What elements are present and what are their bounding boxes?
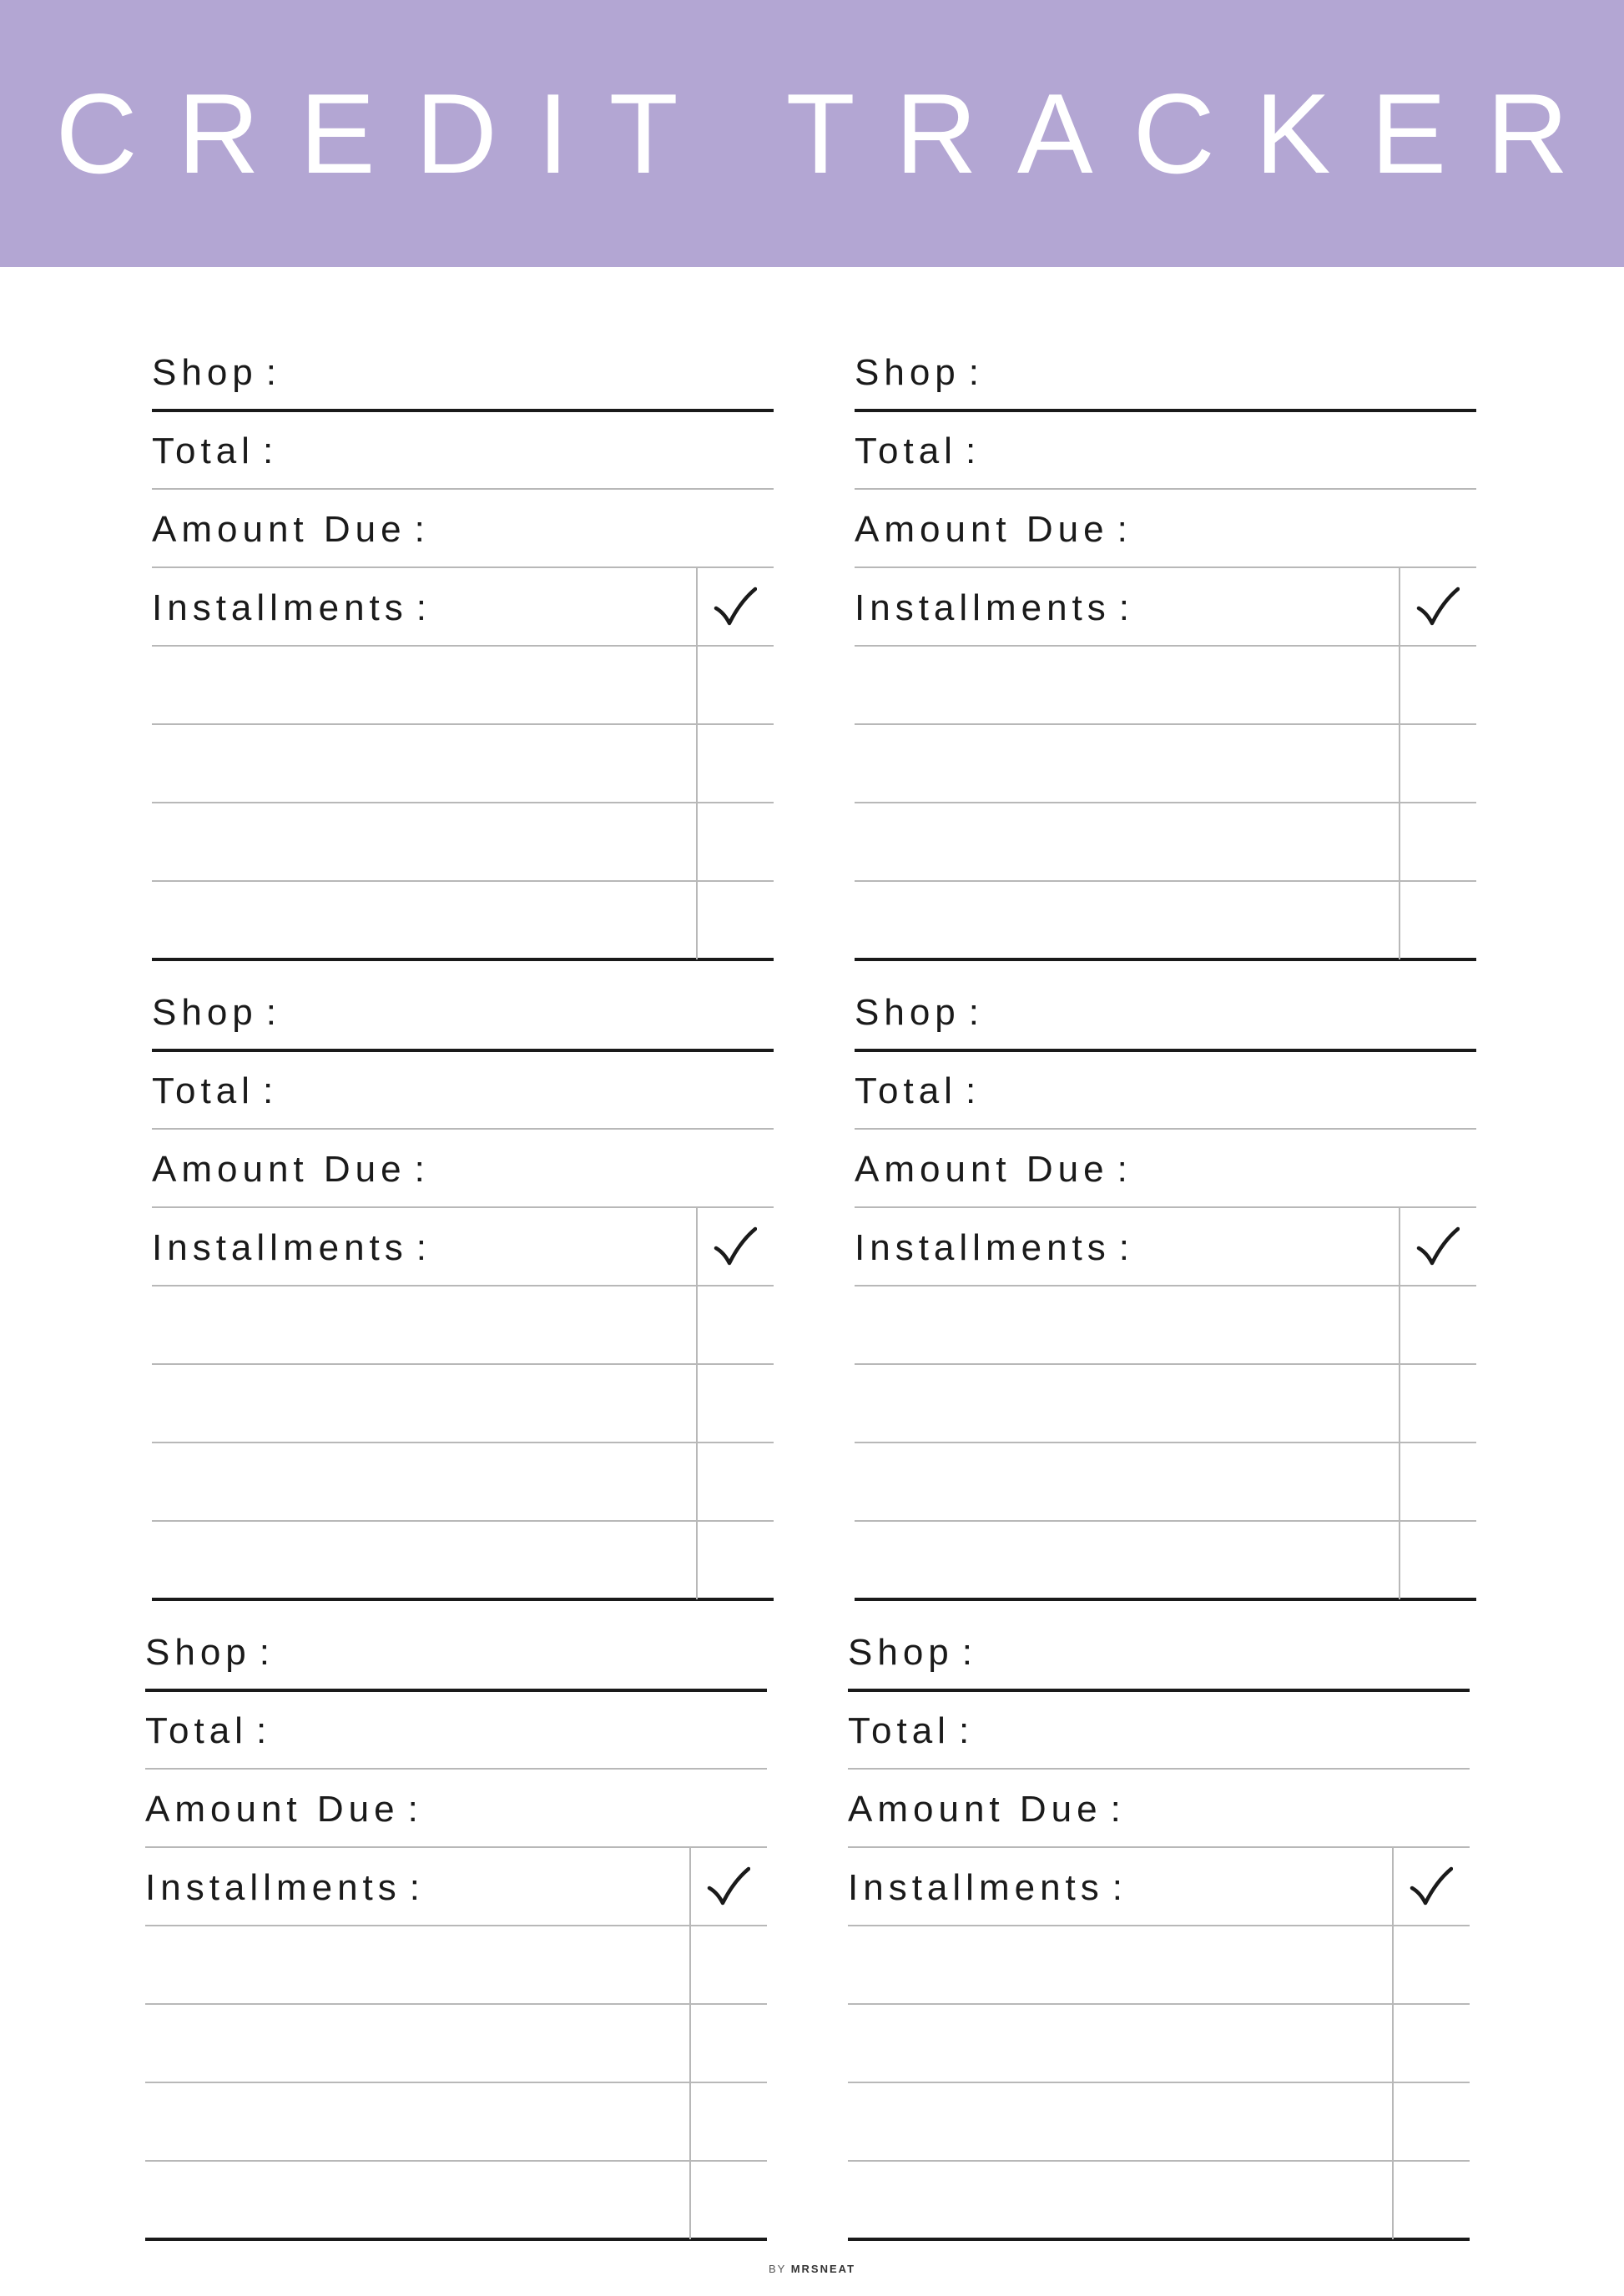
paid-column-header <box>696 567 774 646</box>
installment-entry[interactable] <box>145 2004 689 2082</box>
shop-field[interactable] <box>294 984 774 1039</box>
installment-entry[interactable] <box>145 1926 689 2004</box>
shop-label: Shop : <box>152 992 276 1033</box>
installment-entry[interactable] <box>855 1364 1399 1443</box>
shop-label: Shop : <box>152 352 276 393</box>
column-divider <box>1392 1847 1394 2239</box>
rule-row <box>855 723 1476 725</box>
column-divider <box>1399 567 1400 959</box>
column-divider <box>1399 1207 1400 1599</box>
amount-due-field[interactable] <box>421 1780 767 1835</box>
rule-row <box>848 1768 1470 1770</box>
credit-tracker-card <box>855 972 1476 1600</box>
total-field[interactable] <box>990 1702 1470 1757</box>
shop-label: Shop : <box>855 352 979 393</box>
installments-row <box>855 567 1476 646</box>
amount-due-row <box>152 1129 774 1207</box>
rule-row <box>152 1206 774 1208</box>
rule-row <box>152 1520 774 1522</box>
rule-row <box>152 1128 774 1130</box>
installment-paid-box[interactable] <box>691 2161 767 2239</box>
checkmark-icon <box>1416 1226 1460 1266</box>
total-row <box>848 1690 1470 1769</box>
installment-entry[interactable] <box>152 724 696 803</box>
checkmark-icon <box>1410 1866 1453 1906</box>
rule-bottom <box>152 958 774 961</box>
installment-paid-box[interactable] <box>1400 803 1476 881</box>
total-field[interactable] <box>294 422 774 477</box>
installment-paid-box[interactable] <box>691 2082 767 2161</box>
column-divider <box>689 1847 691 2239</box>
checkmark-icon <box>714 587 757 627</box>
rule-bottom <box>152 1598 774 1601</box>
total-label: Total : <box>855 430 976 471</box>
credit-tracker-card <box>152 332 774 960</box>
installment-paid-box[interactable] <box>698 1521 774 1599</box>
total-row <box>145 1690 767 1769</box>
installment-entry[interactable] <box>152 881 696 959</box>
installment-paid-box[interactable] <box>698 724 774 803</box>
installment-entry[interactable] <box>152 803 696 881</box>
shop-row <box>152 332 774 410</box>
installment-entry[interactable] <box>855 881 1399 959</box>
credit-tracker-card <box>152 972 774 1600</box>
rule-row <box>855 880 1476 882</box>
rule-shop <box>152 1049 774 1052</box>
rule-shop <box>855 409 1476 412</box>
installment-entry[interactable] <box>848 2161 1392 2239</box>
paid-column-header <box>696 1207 774 1286</box>
installments-row <box>152 567 774 646</box>
rule-shop <box>145 1689 767 1692</box>
installment-entry[interactable] <box>848 2082 1392 2161</box>
rule-row <box>152 723 774 725</box>
total-label: Total : <box>848 1710 970 1751</box>
shop-row <box>855 972 1476 1050</box>
installment-entry[interactable] <box>152 1443 696 1521</box>
shop-field[interactable] <box>294 344 774 399</box>
installments-row <box>848 1847 1470 1926</box>
rule-row <box>145 1768 767 1770</box>
installment-paid-box[interactable] <box>1394 1926 1470 2004</box>
rule-shop <box>848 1689 1470 1692</box>
installment-entry[interactable] <box>855 646 1399 724</box>
rule-row <box>152 880 774 882</box>
amount-due-label: Amount Due : <box>855 509 1127 550</box>
installments-label: Installments : <box>855 1227 1129 1268</box>
shop-row <box>855 332 1476 410</box>
rule-row <box>152 1363 774 1365</box>
amount-due-field[interactable] <box>1123 1780 1470 1835</box>
installment-paid-box[interactable] <box>698 1364 774 1443</box>
rule-row <box>152 802 774 803</box>
installment-paid-box[interactable] <box>691 1926 767 2004</box>
installment-paid-box[interactable] <box>698 881 774 959</box>
amount-due-label: Amount Due : <box>145 1789 418 1830</box>
rule-row <box>152 566 774 568</box>
installment-entry[interactable] <box>855 724 1399 803</box>
amount-due-field[interactable] <box>1130 501 1476 556</box>
rule-row <box>855 1285 1476 1286</box>
amount-due-row <box>145 1769 767 1847</box>
installment-entry[interactable] <box>855 803 1399 881</box>
installment-entry[interactable] <box>145 2161 689 2239</box>
installment-entry[interactable] <box>848 2004 1392 2082</box>
rule-bottom <box>145 2238 767 2241</box>
paid-column-header <box>1399 1207 1476 1286</box>
rule-shop <box>152 409 774 412</box>
total-label: Total : <box>855 1070 976 1111</box>
rule-row <box>855 645 1476 647</box>
installments-label: Installments : <box>152 1227 426 1268</box>
rule-row <box>848 1846 1470 1848</box>
rule-row <box>145 2082 767 2083</box>
footer-by: BY <box>768 2263 787 2275</box>
rule-row <box>848 1925 1470 1926</box>
installment-paid-box[interactable] <box>1394 2161 1470 2239</box>
rule-row <box>855 488 1476 490</box>
installments-label: Installments : <box>152 587 426 628</box>
installment-entry[interactable] <box>152 1521 696 1599</box>
installment-entry[interactable] <box>152 646 696 724</box>
installments-label: Installments : <box>145 1867 420 1908</box>
installment-paid-box[interactable] <box>1400 1364 1476 1443</box>
amount-due-label: Amount Due : <box>152 509 425 550</box>
rule-row <box>855 1206 1476 1208</box>
total-label: Total : <box>145 1710 267 1751</box>
rule-bottom <box>855 958 1476 961</box>
paid-column-header <box>1392 1847 1470 1926</box>
amount-due-row <box>152 489 774 567</box>
installment-paid-box[interactable] <box>698 803 774 881</box>
amount-due-label: Amount Due : <box>152 1149 425 1190</box>
rule-row <box>145 2160 767 2162</box>
rule-row <box>855 1128 1476 1130</box>
footer-brand: MRSNEAT <box>790 2263 856 2275</box>
installment-paid-box[interactable] <box>698 646 774 724</box>
installments-row <box>152 1207 774 1286</box>
amount-due-field[interactable] <box>1130 1140 1476 1196</box>
installment-paid-box[interactable] <box>1400 646 1476 724</box>
rule-row <box>855 1520 1476 1522</box>
installment-paid-box[interactable] <box>1394 2004 1470 2082</box>
rule-row <box>848 2160 1470 2162</box>
shop-field[interactable] <box>996 984 1476 1039</box>
installment-entry[interactable] <box>855 1443 1399 1521</box>
rule-row <box>848 2082 1470 2083</box>
installment-paid-box[interactable] <box>1400 881 1476 959</box>
total-row <box>152 1050 774 1129</box>
installment-paid-box[interactable] <box>1400 1286 1476 1364</box>
installment-paid-box[interactable] <box>698 1286 774 1364</box>
installment-paid-box[interactable] <box>1394 2082 1470 2161</box>
amount-due-row <box>848 1769 1470 1847</box>
shop-field[interactable] <box>996 344 1476 399</box>
shop-row <box>152 972 774 1050</box>
installment-entry[interactable] <box>855 1286 1399 1364</box>
total-row <box>855 1050 1476 1129</box>
shop-row <box>145 1612 767 1690</box>
footer-credit <box>0 2263 1624 2275</box>
rule-row <box>848 2003 1470 2005</box>
column-divider <box>696 567 698 959</box>
total-field[interactable] <box>294 1062 774 1117</box>
rule-row <box>152 488 774 490</box>
installments-row <box>855 1207 1476 1286</box>
checkmark-icon <box>707 1866 750 1906</box>
installment-entry[interactable] <box>145 2082 689 2161</box>
amount-due-field[interactable] <box>427 501 774 556</box>
credit-tracker-card <box>145 1612 767 2240</box>
shop-label: Shop : <box>855 992 979 1033</box>
installment-entry[interactable] <box>848 1926 1392 2004</box>
rule-row <box>855 566 1476 568</box>
rule-bottom <box>855 1598 1476 1601</box>
total-label: Total : <box>152 430 274 471</box>
amount-due-label: Amount Due : <box>855 1149 1127 1190</box>
page-title: CREDIT TRACKER <box>55 70 1609 197</box>
total-field[interactable] <box>287 1702 767 1757</box>
amount-due-row <box>855 1129 1476 1207</box>
paid-column-header <box>689 1847 767 1926</box>
installment-paid-box[interactable] <box>691 2004 767 2082</box>
amount-due-row <box>855 489 1476 567</box>
installment-entry[interactable] <box>152 1286 696 1364</box>
installment-paid-box[interactable] <box>1400 724 1476 803</box>
rule-row <box>152 645 774 647</box>
checkmark-icon <box>1416 587 1460 627</box>
rule-row <box>855 802 1476 803</box>
installment-paid-box[interactable] <box>698 1443 774 1521</box>
total-field[interactable] <box>996 422 1476 477</box>
rule-row <box>152 1285 774 1286</box>
shop-field[interactable] <box>287 1624 767 1679</box>
installment-paid-box[interactable] <box>1400 1443 1476 1521</box>
rule-row <box>855 1442 1476 1443</box>
rule-bottom <box>848 2238 1470 2241</box>
paid-column-header <box>1399 567 1476 646</box>
credit-tracker-card <box>848 1612 1470 2240</box>
amount-due-field[interactable] <box>427 1140 774 1196</box>
amount-due-label: Amount Due : <box>848 1789 1121 1830</box>
total-row <box>855 410 1476 489</box>
installment-entry[interactable] <box>855 1521 1399 1599</box>
shop-label: Shop : <box>145 1632 270 1673</box>
checkmark-icon <box>714 1226 757 1266</box>
shop-field[interactable] <box>990 1624 1470 1679</box>
rule-row <box>152 1442 774 1443</box>
installment-paid-box[interactable] <box>1400 1521 1476 1599</box>
installments-row <box>145 1847 767 1926</box>
column-divider <box>696 1207 698 1599</box>
credit-tracker-card <box>855 332 1476 960</box>
total-row <box>152 410 774 489</box>
rule-row <box>145 1925 767 1926</box>
rule-row <box>855 1363 1476 1365</box>
shop-row <box>848 1612 1470 1690</box>
rule-row <box>145 2003 767 2005</box>
installments-label: Installments : <box>848 1867 1122 1908</box>
total-label: Total : <box>152 1070 274 1111</box>
shop-label: Shop : <box>848 1632 972 1673</box>
installments-label: Installments : <box>855 587 1129 628</box>
rule-row <box>145 1846 767 1848</box>
installment-entry[interactable] <box>152 1364 696 1443</box>
total-field[interactable] <box>996 1062 1476 1117</box>
rule-shop <box>855 1049 1476 1052</box>
